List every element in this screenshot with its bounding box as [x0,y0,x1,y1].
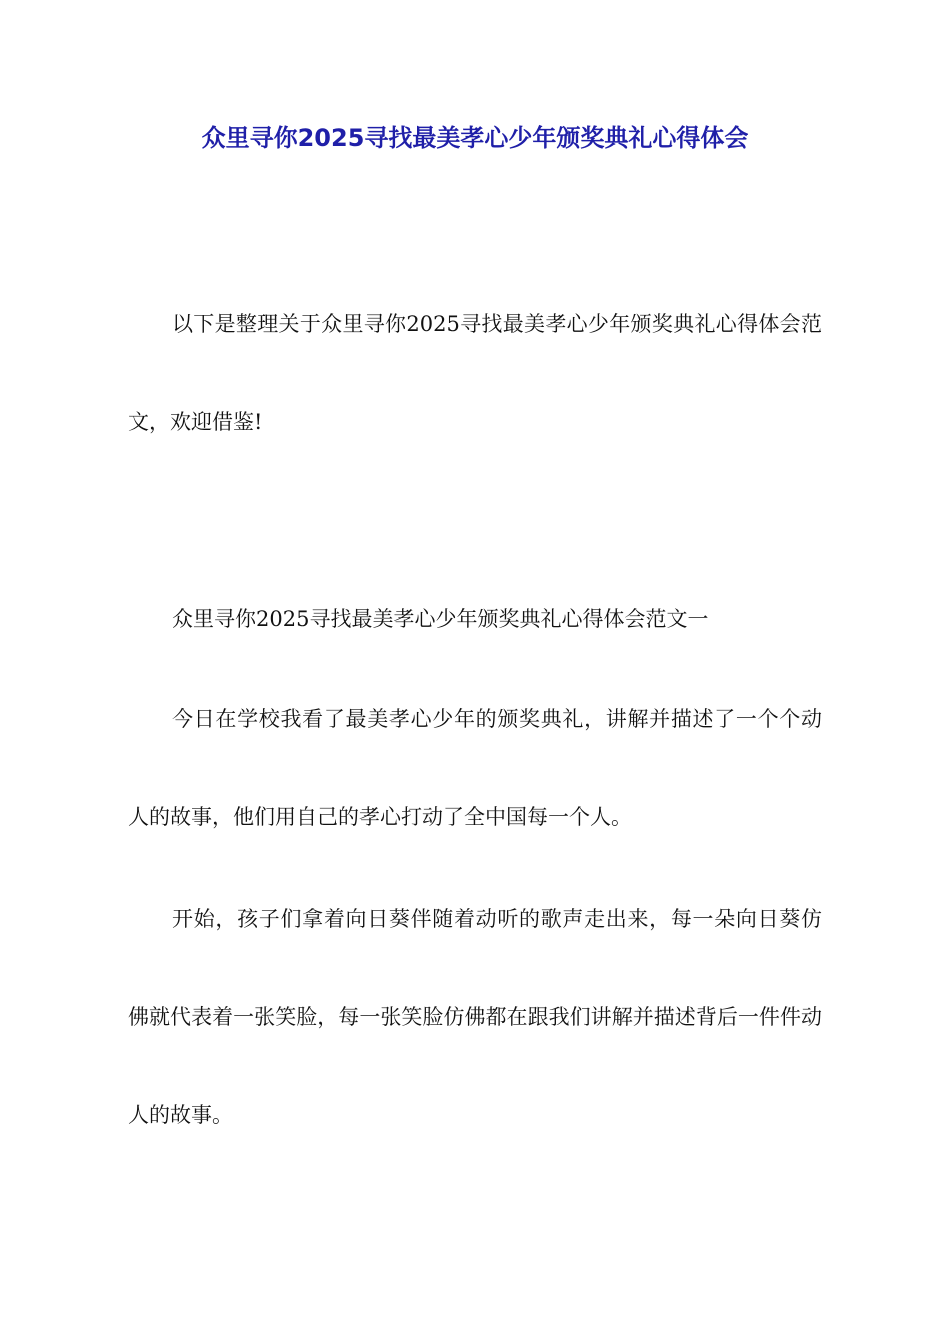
intro-paragraph: 以下是整理关于众里寻你2025寻找最美孝心少年颁奖典礼心得体会范文，欢迎借鉴! [128,312,822,434]
section-heading: 众里寻你2025寻找最美孝心少年颁奖典礼心得体会范文一 [172,607,709,631]
document-title: 众里寻你2025寻找最美孝心少年颁奖典礼心得体会 [201,124,749,152]
body-paragraph: 今日在学校我看了最美孝心少年的颁奖典礼，讲解并描述了一个个动人的故事，他们用自己的孝心打动了全中国每一个人。 [128,707,822,829]
body-paragraph: 开始，孩子们拿着向日葵伴随着动听的歌声走出来，每一朵向日葵仿佛就代表着一张笑脸，每一张笑脸仿佛都在跟我们讲解并描述背后一件件动人的故事。 [128,907,822,1127]
